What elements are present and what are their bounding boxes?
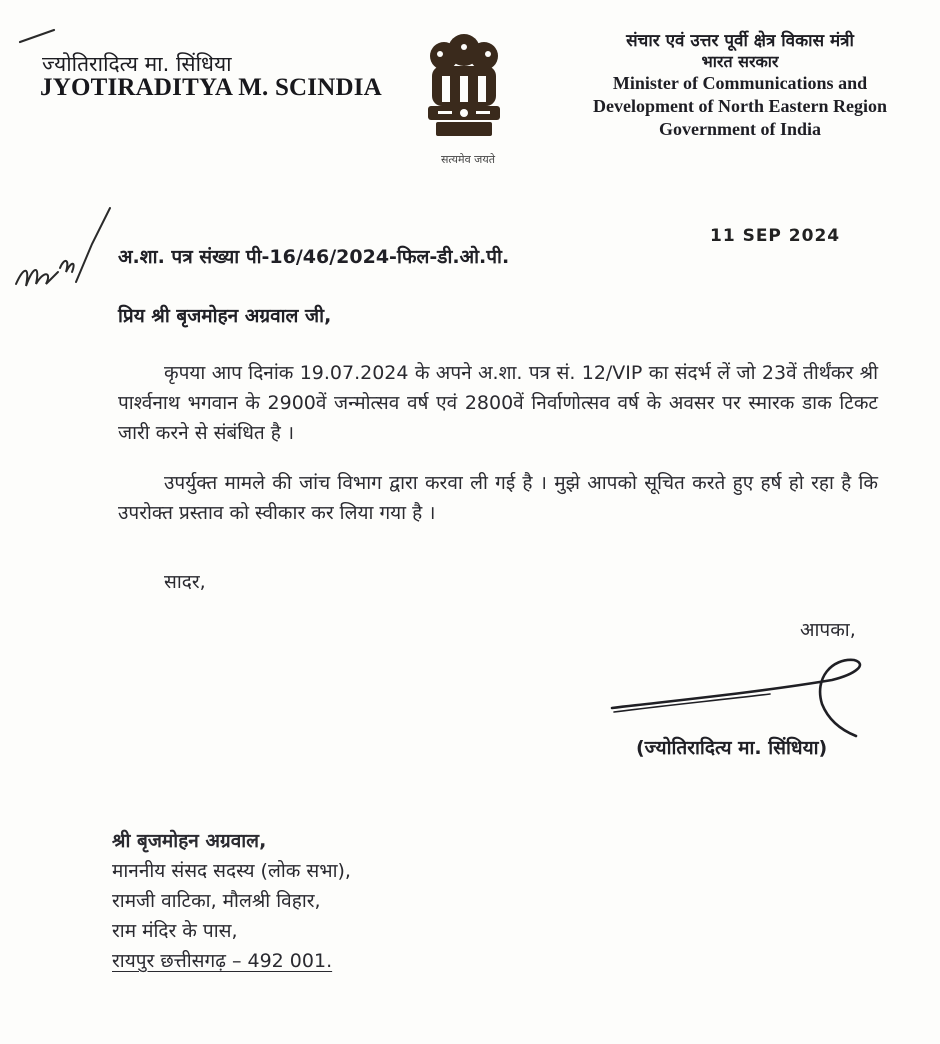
addressee-designation: माननीय संसद सदस्य (लोक सभा),	[112, 860, 351, 882]
salutation: प्रिय श्री बृजमोहन अग्रवाल जी,	[118, 305, 332, 327]
addressee-block	[112, 826, 351, 976]
emblem-motto: सत्यमेव जयते	[440, 153, 495, 166]
signature	[600, 650, 880, 740]
closing-regards: सादर,	[164, 571, 206, 593]
government-english: Government of India	[659, 119, 821, 139]
ministry-title-hindi: संचार एवं उत्तर पूर्वी क्षेत्र विकास मंत्री	[626, 31, 854, 51]
ministry-title-english-2: Development of North Eastern Region	[593, 96, 887, 116]
ministry-block	[560, 30, 920, 141]
signatory-name: (ज्योतिरादित्य मा. सिंधिया)	[636, 737, 828, 759]
reference-number: अ.शा. पत्र संख्या पी-16/46/2024-फिल-डी.ओ.पी.	[118, 246, 510, 268]
handwritten-initials	[6, 200, 116, 310]
tick-mark	[18, 26, 58, 48]
sender-name-english: JYOTIRADITYA M. SCINDIA	[40, 74, 382, 101]
ministry-title-english-1: Minister of Communications and	[612, 73, 868, 93]
addressee-address-line-1: रामजी वाटिका, मौलश्री विहार,	[112, 890, 321, 912]
sender-name-hindi: ज्योतिरादित्य मा. सिंधिया	[42, 52, 232, 76]
yours-sincerely: आपका,	[800, 619, 856, 641]
government-hindi: भारत सरकार	[701, 52, 779, 71]
addressee-name: श्री बृजमोहन अग्रवाल,	[112, 830, 267, 852]
addressee-address-line-2: राम मंदिर के पास,	[112, 920, 238, 942]
letter-date: 11 SEP 2024	[710, 226, 841, 246]
addressee-city: रायपुर छत्तीसगढ़ – 492 001.	[112, 950, 333, 972]
body-paragraph-1: कृपया आप दिनांक 19.07.2024 के अपने अ.शा. पत्र सं. 12/VIP का संदर्भ लें जो 23वें तीर्थंकर श्री पार्श्वनाथ भगवान के 2900वें जन्मोत्सव वर्ष एवं 2800वें निर्वाणोत्सव वर्ष के अवसर पर स्मारक डाक टिकट जारी करने से संबंधित है ।	[118, 362, 878, 444]
body-paragraph-2: उपर्युक्त मामले की जांच विभाग द्वारा करवा ली गई है । मुझे आपको सूचित करते हुए हर्ष हो रहा है कि उपरोक्त प्रस्ताव को स्वीकार कर लिया गया है ।	[118, 472, 878, 524]
national-emblem-icon	[420, 32, 508, 142]
